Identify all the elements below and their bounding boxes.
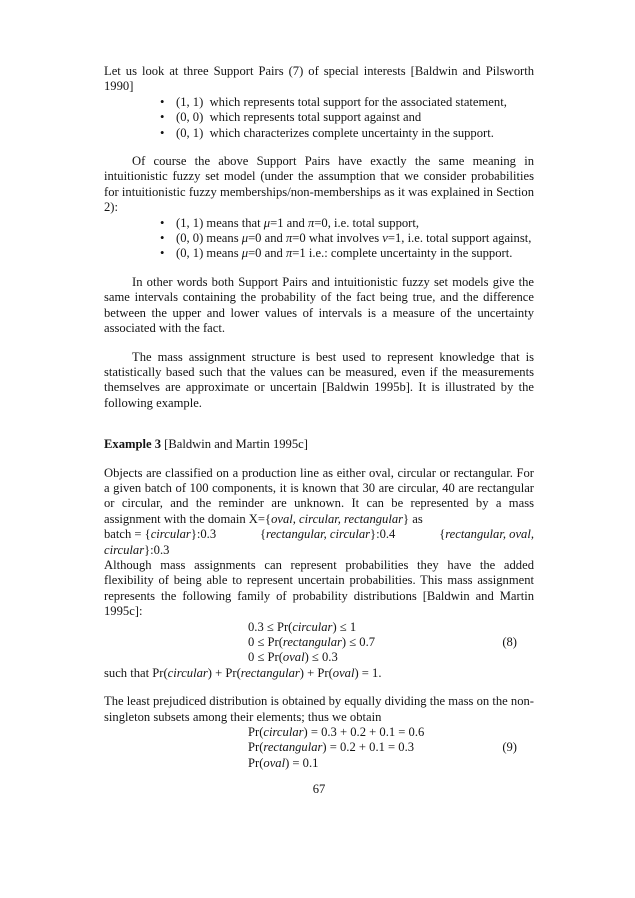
paragraph-intuitionistic: Of course the above Support Pairs have exactly the same meaning in intuitionistic fuzzy set model (under the assumption that we consider probabilities for intuitionistic fuzzy memberships/non-memberships as it was explained in Section 2): (104, 154, 534, 215)
equation-line: 0 ≤ Pr(rectangular) ≤ 0.7 (248, 635, 376, 649)
list-item: • (1, 1) means that μ=1 and π=0, i.e. total support, (104, 216, 534, 231)
equation-block-8 (104, 620, 534, 666)
equation-block-9 (104, 725, 534, 771)
page-number: 67 (312, 782, 326, 796)
equation-line: Pr(circular) = 0.3 + 0.2 + 0.1 = 0.6 (248, 725, 425, 740)
batch-assignment-wrap: circular}:0.3 (104, 542, 170, 557)
equation-number-8: (8) (502, 634, 517, 649)
list-item: • (0, 1) which characterizes complete uncertainty in the support. (104, 126, 534, 141)
paragraph-least-prejudiced: The least prejudiced distribution is obtained by equally dividing the mass on the non-singleton subsets among their elements; thus we obtain (104, 694, 534, 724)
intuitionistic-list (104, 216, 534, 262)
list-item: • (0, 0) which represents total support against and (104, 110, 534, 125)
list-item: • (0, 1) means μ=0 and π=1 i.e.: complete uncertainty in the support. (104, 246, 534, 261)
batch-term: {rectangular, oval, (439, 527, 534, 542)
equation-line: 0.3 ≤ Pr(circular) ≤ 1 (248, 619, 357, 634)
paragraph-intro: Let us look at three Support Pairs (7) of special interests [Baldwin and Pilsworth 1990] (104, 64, 534, 94)
list-item: • (0, 0) means μ=0 and π=0 what involves ν=1, i.e. total support against, (104, 231, 534, 246)
equation-line: Pr(oval) = 0.1 (248, 755, 319, 770)
equation-number-9: (9) (502, 740, 517, 755)
batch-term: batch = {circular}:0.3 (104, 527, 217, 542)
list-item: • (1, 1) which represents total support for the associated statement, (104, 95, 534, 110)
page-body (104, 64, 534, 771)
paragraph-objects: Objects are classified on a production line as either oval, circular or rectangular. For a given batch of 100 components, it is known that 30 are circular, 40 are rectangular or circular, and the reminder are unknown. It can be represented by a mass assignment with the domain X={oval, circular, rectangular} as (104, 465, 534, 526)
equation-line: 0 ≤ Pr(oval) ≤ 0.3 (248, 650, 338, 665)
paragraph-mass-assignment: The mass assignment structure is best used to represent knowledge that is statistically based such that the values can be measured, even if the measurements themselves are approximate or uncertain [Baldwin 1995b]. It is illustrated by the following example. (104, 349, 534, 410)
such-that-line: such that Pr(circular) + Pr(rectangular) + Pr(oval) = 1. (104, 665, 382, 680)
paragraph-intervals: In other words both Support Pairs and intuitionistic fuzzy set models give the same intervals containing the probability of the fact being true, and the difference between the upper and lower values of intervals is a measure of the uncertainty associated with the fact. (104, 274, 534, 336)
example-heading: Example 3 [Baldwin and Martin 1995c] (104, 437, 308, 452)
paragraph-flexibility: Although mass assignments can represent probabilities they have the added flexibility of being able to represent uncertain probabilities. This mass assignment represents the following family of probability distributions [Baldwin and Martin 1995c]: (104, 557, 534, 619)
batch-term: {rectangular, circular}:0.4 (259, 527, 396, 542)
support-pairs-list (104, 95, 534, 141)
batch-assignment-line (104, 527, 534, 542)
equation-line: Pr(rectangular) = 0.2 + 0.1 = 0.3 (248, 740, 415, 755)
